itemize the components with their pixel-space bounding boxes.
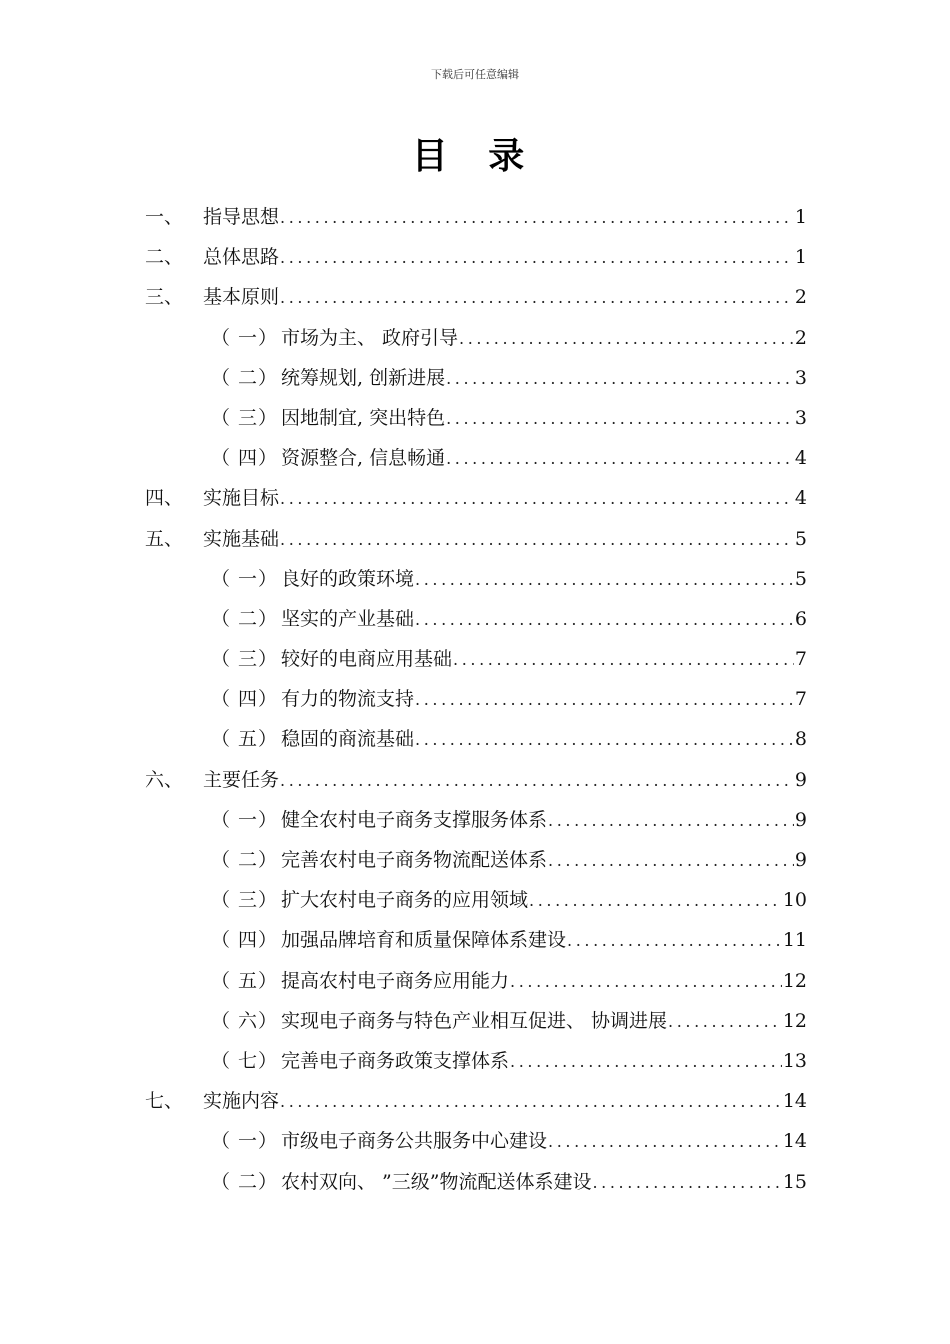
toc-entry-page-number: 2 xyxy=(794,326,807,349)
toc-dot-leader xyxy=(415,680,794,720)
toc-entry[interactable] xyxy=(145,880,807,920)
toc-entry-page-number: 2 xyxy=(794,286,807,309)
table-of-contents xyxy=(145,197,807,1202)
toc-entry-page-number: 11 xyxy=(782,929,807,952)
toc-entry-page-number: 10 xyxy=(782,889,807,912)
toc-entry-page-number: 14 xyxy=(782,1090,807,1113)
toc-dot-leader xyxy=(415,560,794,600)
toc-entry[interactable] xyxy=(145,398,807,438)
toc-entry-number: 四、 xyxy=(145,487,184,510)
toc-entry-title: 资源整合, 信息畅通 xyxy=(281,447,446,470)
toc-entry-page-number: 4 xyxy=(794,487,807,510)
toc-dot-leader xyxy=(446,399,794,439)
toc-entry-title: 加强品牌培育和质量保障体系建设 xyxy=(281,929,567,952)
toc-entry-page-number: 4 xyxy=(794,447,807,470)
toc-dot-leader xyxy=(415,600,794,640)
toc-entry[interactable] xyxy=(145,519,807,559)
toc-entry[interactable] xyxy=(145,1121,807,1161)
toc-entry-number: （ 三） xyxy=(211,889,279,912)
toc-entry-title: 实施基础 xyxy=(203,527,280,550)
toc-entry-title: 基本原则 xyxy=(203,286,280,309)
toc-dot-leader xyxy=(453,640,794,680)
toc-entry-title: 农村双向、 ”三级”物流配送体系建设 xyxy=(281,1170,592,1193)
toc-entry-title: 稳固的商流基础 xyxy=(281,728,415,751)
toc-entry[interactable] xyxy=(145,800,807,840)
toc-entry-title: 实施目标 xyxy=(203,487,280,510)
toc-entry[interactable] xyxy=(145,277,807,317)
toc-dot-leader xyxy=(668,1002,782,1042)
toc-entry-title: 扩大农村电子商务的应用领域 xyxy=(281,889,529,912)
toc-entry-title: 完善农村电子商务物流配送体系 xyxy=(281,849,548,871)
toc-dot-leader xyxy=(548,1122,782,1162)
toc-entry-number: （ 三） xyxy=(211,648,279,671)
toc-dot-leader xyxy=(280,1082,782,1122)
toc-entry-number: （ 二） xyxy=(211,1170,279,1193)
toc-dot-leader xyxy=(567,921,782,961)
toc-entry[interactable] xyxy=(145,237,807,277)
toc-entry-number: （ 二） xyxy=(211,607,279,630)
toc-entry-title: 实施内容 xyxy=(203,1090,280,1113)
toc-dot-leader xyxy=(510,962,782,1002)
toc-entry[interactable] xyxy=(145,599,807,639)
toc-entry-page-number: 9 xyxy=(794,849,807,871)
toc-entry-page-number: 7 xyxy=(794,688,807,711)
toc-entry-number: （ 四） xyxy=(211,688,279,711)
toc-entry-page-number: 15 xyxy=(782,1170,807,1193)
toc-entry-number: 七、 xyxy=(145,1090,184,1113)
toc-entry-page-number: 5 xyxy=(794,527,807,550)
toc-entry-title: 坚实的产业基础 xyxy=(281,607,415,630)
toc-entry[interactable] xyxy=(145,559,807,599)
toc-entry-number: （ 一） xyxy=(211,326,279,349)
toc-entry-page-number: 6 xyxy=(794,607,807,630)
toc-dot-leader xyxy=(280,479,794,519)
toc-entry-number: （ 一） xyxy=(211,1130,279,1153)
toc-entry-title: 完善电子商务政策支撑体系 xyxy=(281,1049,510,1072)
toc-entry-number: （ 七） xyxy=(211,1049,279,1072)
toc-entry[interactable] xyxy=(145,639,807,679)
toc-entry-page-number: 1 xyxy=(794,206,807,228)
toc-entry-number: 三、 xyxy=(145,286,184,309)
toc-entry-title: 有力的物流支持 xyxy=(281,688,415,711)
toc-entry-number: （ 四） xyxy=(211,447,279,470)
toc-entry-page-number: 13 xyxy=(782,1049,807,1072)
toc-dot-leader xyxy=(510,1042,782,1082)
toc-entry-title: 较好的电商应用基础 xyxy=(281,648,453,671)
toc-entry-page-number: 12 xyxy=(782,1009,807,1032)
toc-entry-title: 总体思路 xyxy=(203,246,280,269)
toc-entry-number: （ 五） xyxy=(211,969,279,992)
toc-entry-number: 六、 xyxy=(145,768,184,791)
toc-entry-title: 良好的政策环境 xyxy=(281,567,415,590)
toc-entry-page-number: 3 xyxy=(794,406,807,429)
toc-entry-page-number: 14 xyxy=(782,1130,807,1153)
toc-dot-leader xyxy=(529,881,782,921)
toc-entry-page-number: 1 xyxy=(794,246,807,269)
toc-dot-leader xyxy=(280,238,794,278)
toc-entry-number: （ 一） xyxy=(211,808,279,831)
toc-entry-number: （ 四） xyxy=(211,929,279,952)
toc-entry[interactable] xyxy=(145,197,807,237)
toc-entry[interactable] xyxy=(145,318,807,358)
toc-dot-leader xyxy=(446,439,794,479)
toc-entry[interactable] xyxy=(145,1041,807,1081)
toc-entry[interactable] xyxy=(145,478,807,518)
toc-entry-title: 提高农村电子商务应用能力 xyxy=(281,969,510,992)
toc-entry-number: 一、 xyxy=(145,206,184,228)
toc-entry[interactable] xyxy=(145,358,807,398)
toc-entry-number: 二、 xyxy=(145,246,184,269)
toc-entry-number: （ 三） xyxy=(211,406,279,429)
toc-dot-leader xyxy=(548,801,794,841)
toc-entry[interactable] xyxy=(145,679,807,719)
toc-dot-leader xyxy=(459,319,794,359)
toc-entry-title: 市场为主、 政府引导 xyxy=(281,326,459,349)
toc-entry-page-number: 3 xyxy=(794,366,807,389)
toc-entry[interactable] xyxy=(145,840,807,880)
toc-entry[interactable] xyxy=(145,920,807,960)
toc-entry[interactable] xyxy=(145,719,807,759)
toc-dot-leader xyxy=(280,761,794,801)
toc-entry[interactable] xyxy=(145,1081,807,1121)
toc-entry-page-number: 5 xyxy=(794,567,807,590)
toc-dot-leader xyxy=(548,841,794,881)
toc-entry-page-number: 12 xyxy=(782,969,807,992)
toc-entry-number: （ 六） xyxy=(211,1009,279,1032)
toc-entry-number: （ 二） xyxy=(211,366,279,389)
toc-entry-number: （ 五） xyxy=(211,728,279,751)
header-note: 下载后可任意编辑 xyxy=(431,68,519,81)
toc-entry[interactable] xyxy=(145,1162,807,1202)
toc-entry[interactable] xyxy=(145,961,807,1001)
toc-entry-page-number: 9 xyxy=(794,768,807,791)
page-title: 目 录 xyxy=(411,136,539,177)
toc-entry-page-number: 8 xyxy=(794,728,807,751)
toc-entry-number: （ 一） xyxy=(211,567,279,590)
toc-entry-page-number: 7 xyxy=(794,648,807,671)
toc-entry-number: 五、 xyxy=(145,527,184,550)
toc-entry[interactable] xyxy=(145,760,807,800)
toc-entry-title: 主要任务 xyxy=(203,768,280,791)
toc-entry-number: （ 二） xyxy=(211,849,279,871)
toc-entry-title: 因地制宜, 突出特色 xyxy=(281,406,446,429)
toc-dot-leader xyxy=(446,359,794,399)
toc-entry-title: 市级电子商务公共服务中心建设 xyxy=(281,1130,548,1153)
toc-entry-page-number: 9 xyxy=(794,808,807,831)
toc-dot-leader xyxy=(280,278,794,318)
toc-dot-leader xyxy=(280,520,794,560)
toc-entry[interactable] xyxy=(145,438,807,478)
toc-entry-title: 指导思想 xyxy=(203,206,280,228)
toc-entry[interactable] xyxy=(145,1001,807,1041)
toc-dot-leader xyxy=(415,720,794,760)
toc-dot-leader xyxy=(280,198,794,238)
toc-entry-title: 健全农村电子商务支撑服务体系 xyxy=(281,808,548,831)
toc-dot-leader xyxy=(592,1163,781,1203)
toc-entry-title: 统筹规划, 创新进展 xyxy=(281,366,446,389)
toc-entry-title: 实现电子商务与特色产业相互促进、 协调进展 xyxy=(281,1009,668,1032)
